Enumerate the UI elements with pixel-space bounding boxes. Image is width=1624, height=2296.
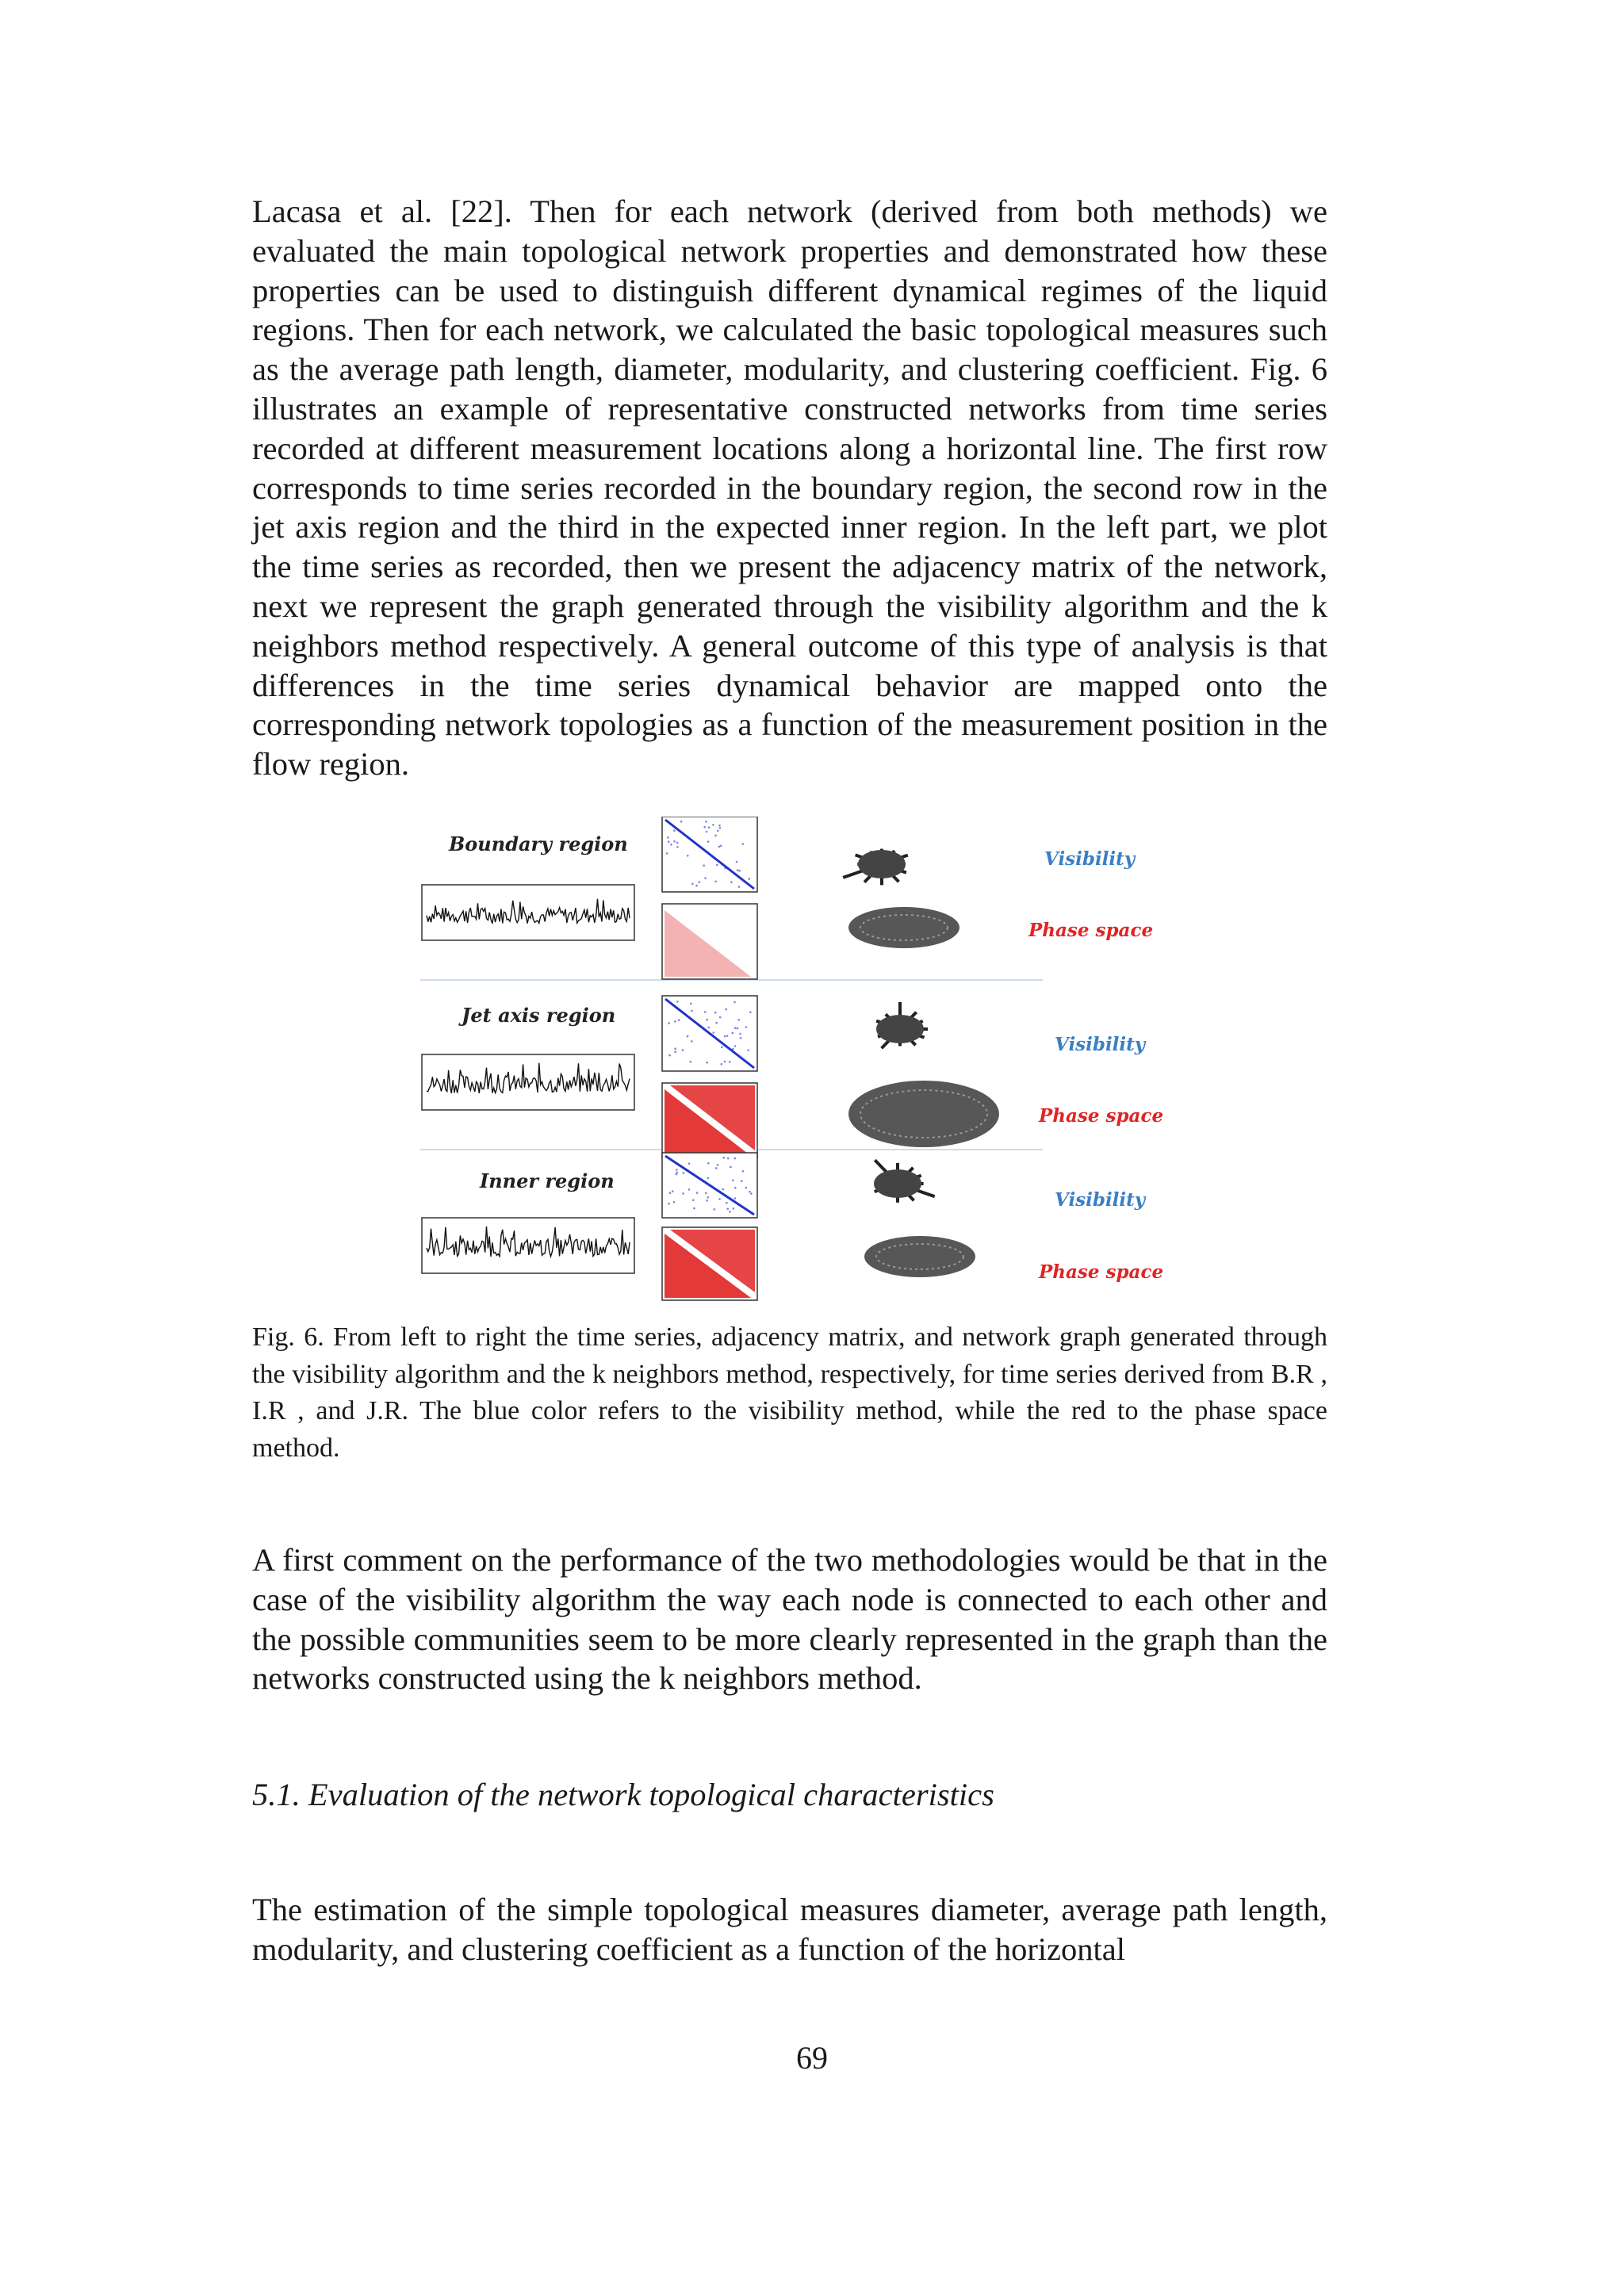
matrix-dot-visibility-jet-axis: [678, 1019, 680, 1021]
matrix-dot-visibility-inner: [734, 1197, 737, 1200]
matrix-dot-visibility-boundary: [730, 881, 733, 883]
paragraph-estimation: The estimation of the simple topological measures diameter, average path length, modularity, and clustering coefficient as a function of the horizontal: [252, 1892, 1327, 1967]
matrix-dot-visibility-boundary: [687, 855, 689, 857]
matrix-dot-visibility-boundary: [670, 844, 672, 846]
matrix-dot-visibility-inner: [668, 1203, 670, 1205]
matrix-dot-visibility-boundary: [666, 852, 668, 855]
matrix-dot-visibility-boundary: [737, 869, 739, 871]
matrix-dot-visibility-jet-axis: [719, 1016, 722, 1019]
matrix-dot-visibility-jet-axis: [721, 1047, 723, 1049]
matrix-dot-visibility-boundary: [742, 843, 745, 845]
matrix-dot-visibility-boundary: [749, 878, 751, 880]
matrix-dot-visibility-boundary: [673, 829, 676, 832]
row-label-inner: Inner region: [480, 1169, 615, 1192]
matrix-dot-visibility-boundary: [714, 835, 717, 837]
visibility-label-boundary: Visibility: [1044, 848, 1136, 870]
matrix-dot-visibility-inner: [705, 1192, 707, 1195]
phase-space-graph-inner: [864, 1236, 975, 1277]
phase-space-label-boundary: Phase space: [1028, 920, 1154, 941]
phase-space-label-inner: Phase space: [1039, 1261, 1164, 1283]
section-heading: 5.1. Evaluation of the network topological characteristics: [252, 1777, 994, 1812]
matrix-dot-visibility-boundary: [673, 840, 676, 843]
matrix-dot-visibility-boundary: [719, 827, 722, 829]
matrix-dot-visibility-jet-axis: [714, 1012, 717, 1014]
matrix-dot-visibility-jet-axis: [745, 1026, 748, 1028]
matrix-dot-visibility-inner: [727, 1158, 730, 1160]
matrix-dot-visibility-inner: [683, 1172, 685, 1174]
matrix-dot-visibility-inner: [741, 1180, 743, 1182]
matrix-dot-visibility-boundary: [714, 858, 716, 860]
matrix-dot-visibility-jet-axis: [668, 1054, 671, 1057]
matrix-dot-visibility-boundary: [680, 821, 683, 823]
matrix-dot-visibility-inner: [669, 1192, 672, 1194]
matrix-dot-visibility-inner: [714, 1208, 716, 1211]
matrix-dot-visibility-inner: [692, 1199, 695, 1201]
matrix-dot-visibility-jet-axis: [724, 1035, 726, 1038]
matrix-dot-visibility-jet-axis: [682, 1049, 684, 1051]
matrix-dot-visibility-inner: [718, 1198, 721, 1200]
matrix-dot-visibility-jet-axis: [668, 1022, 670, 1024]
matrix-dot-visibility-boundary: [707, 840, 710, 843]
visibility-graph-core-inner: [874, 1169, 921, 1198]
matrix-dot-visibility-jet-axis: [733, 1001, 736, 1004]
matrix-dot-visibility-inner: [750, 1192, 753, 1195]
matrix-dot-visibility-boundary: [714, 881, 717, 883]
matrix-dot-visibility-jet-axis: [737, 1019, 740, 1021]
matrix-dot-visibility-boundary: [704, 877, 707, 879]
matrix-dot-visibility-jet-axis: [732, 1032, 734, 1035]
figure-6: [412, 817, 1174, 1308]
matrix-dot-visibility-jet-axis: [713, 1031, 715, 1034]
matrix-dot-visibility-inner: [745, 1187, 748, 1189]
matrix-dot-visibility-jet-axis: [747, 1050, 749, 1052]
matrix-dot-visibility-boundary: [676, 842, 679, 844]
matrix-dot-visibility-inner: [730, 1166, 732, 1169]
matrix-dot-visibility-boundary: [668, 840, 670, 843]
matrix-dot-visibility-inner: [688, 1188, 691, 1191]
matrix-dot-visibility-jet-axis: [732, 1048, 734, 1050]
matrix-dot-visibility-jet-axis: [734, 1045, 737, 1047]
matrix-dot-visibility-inner: [732, 1180, 734, 1182]
visibility-label-inner: Visibility: [1055, 1189, 1146, 1211]
matrix-dot-visibility-inner: [693, 1207, 695, 1210]
matrix-dot-visibility-inner: [733, 1158, 736, 1160]
matrix-dot-visibility-inner: [676, 1169, 678, 1171]
matrix-dot-visibility-boundary: [738, 870, 741, 872]
phase-space-graph-jet-axis: [848, 1081, 999, 1147]
figure-graphics: [412, 817, 1174, 1308]
matrix-dot-visibility-inner: [726, 1202, 728, 1204]
matrix-dot-visibility-inner: [688, 1162, 691, 1165]
matrix-dot-visibility-jet-axis: [739, 1033, 741, 1035]
matrix-dot-visibility-jet-axis: [726, 1035, 729, 1037]
matrix-dot-visibility-inner: [722, 1188, 724, 1191]
matrix-dot-visibility-boundary: [705, 821, 707, 823]
paragraph-comment: A first comment on the performance of the two methodologies would be that in the case of the visibility algorithm the way each node is connected to each other and the possible communities seem to be more clearly represented in the graph than the networks constructed using the k neighbors method.: [252, 1542, 1327, 1697]
matrix-dot-visibility-boundary: [736, 861, 738, 863]
matrix-dot-visibility-boundary: [706, 831, 708, 833]
matrix-dot-visibility-inner: [672, 1190, 674, 1192]
matrix-dot-visibility-jet-axis: [721, 1063, 723, 1066]
matrix-dot-visibility-jet-axis: [674, 1050, 676, 1053]
matrix-dot-visibility-boundary: [717, 830, 719, 832]
matrix-dot-visibility-boundary: [708, 826, 710, 828]
matrix-dot-visibility-jet-axis: [715, 1022, 718, 1024]
matrix-dot-visibility-inner: [715, 1167, 718, 1169]
matrix-dot-visibility-jet-axis: [740, 1037, 742, 1039]
matrix-dot-visibility-inner: [729, 1211, 731, 1213]
matrix-dot-visibility-jet-axis: [676, 1001, 679, 1003]
matrix-dot-visibility-boundary: [718, 846, 721, 848]
matrix-dot-visibility-jet-axis: [687, 1035, 689, 1038]
visibility-graph-core-boundary: [858, 850, 906, 878]
matrix-dot-visibility-boundary: [688, 836, 690, 839]
matrix-dot-visibility-boundary: [712, 824, 714, 826]
matrix-dot-visibility-jet-axis: [690, 1061, 692, 1063]
matrix-dot-visibility-boundary: [667, 836, 669, 839]
matrix-dot-visibility-jet-axis: [704, 1011, 707, 1013]
matrix-dot-visibility-boundary: [691, 883, 694, 886]
matrix-dot-visibility-jet-axis: [734, 1027, 737, 1030]
matrix-dot-visibility-jet-axis: [725, 1008, 727, 1011]
matrix-dot-visibility-boundary: [699, 881, 701, 883]
matrix-dot-visibility-inner: [707, 1196, 710, 1199]
matrix-dot-visibility-jet-axis: [706, 1062, 708, 1064]
matrix-dot-visibility-boundary: [738, 886, 741, 888]
paragraph-intro: Lacasa et al. [22]. Then for each network (derived from both methods) we evaluated the main topological network properties and demonstrated how these properties can be used to distinguish different dynamical regimes of the liquid regions. Then for each network, we calculated the basic topological measures such as the average path length, diameter, modularity, and clustering coefficient. Fig. 6 illustrates an example of representative constructed networks from time series recorded at different measurement locations along a horizontal line. The first row corresponds to time series recorded in the boundary region, the second row in the jet axis region and the third in the expected inner region. In the left part, we plot the time series as recorded, then we present the adjacency matrix of the network, next we represent the graph generated through the visibility algorithm and the k neighbors method respectively. A general outcome of this type of analysis is that differences in the time series dynamical behavior are mapped onto the corresponding network topologies as a function of the measurement position in the flow region.: [252, 193, 1327, 783]
matrix-dot-visibility-jet-axis: [691, 1010, 693, 1012]
matrix-dot-visibility-inner: [726, 1208, 729, 1211]
matrix-dot-visibility-inner: [707, 1177, 710, 1180]
matrix-dot-visibility-jet-axis: [691, 1040, 693, 1043]
matrix-dot-visibility-inner: [682, 1192, 684, 1195]
phase-space-graph-boundary: [848, 907, 959, 948]
matrix-dot-visibility-jet-axis: [707, 1019, 709, 1021]
matrix-dot-visibility-inner: [717, 1164, 719, 1166]
visibility-graph-core-jet-axis: [876, 1015, 924, 1043]
row-label-jet-axis: Jet axis region: [462, 1004, 616, 1027]
matrix-dot-visibility-jet-axis: [724, 1061, 726, 1063]
matrix-dot-visibility-inner: [749, 1191, 751, 1193]
matrix-dot-visibility-boundary: [718, 825, 721, 827]
matrix-dot-visibility-inner: [733, 1207, 735, 1210]
matrix-dot-visibility-inner: [742, 1170, 745, 1173]
matrix-dot-visibility-inner: [706, 1200, 708, 1202]
phase-space-label-jet-axis: Phase space: [1039, 1105, 1164, 1127]
matrix-dot-visibility-jet-axis: [690, 1003, 692, 1005]
matrix-dot-visibility-inner: [673, 1201, 676, 1203]
matrix-dot-visibility-inner: [734, 1187, 737, 1189]
matrix-dot-visibility-inner: [723, 1157, 726, 1159]
matrix-dot-visibility-boundary: [711, 855, 714, 858]
matrix-dot-visibility-jet-axis: [737, 1027, 739, 1030]
matrix-dot-visibility-boundary: [695, 885, 698, 887]
matrix-dot-visibility-inner: [707, 1162, 710, 1165]
matrix-dot-visibility-inner: [696, 1192, 699, 1194]
matrix-dot-visibility-jet-axis: [749, 1012, 752, 1014]
matrix-dot-visibility-boundary: [716, 864, 718, 867]
matrix-dot-visibility-inner: [676, 1173, 678, 1176]
matrix-dot-visibility-jet-axis: [729, 1061, 731, 1063]
matrix-dot-visibility-jet-axis: [674, 1020, 676, 1023]
matrix-dot-visibility-boundary: [676, 846, 679, 848]
matrix-dot-visibility-boundary: [703, 826, 706, 828]
matrix-dot-visibility-boundary: [724, 867, 726, 869]
visibility-label-jet-axis: Visibility: [1055, 1034, 1146, 1055]
page-number: 69: [796, 2040, 828, 2076]
matrix-dot-visibility-jet-axis: [674, 1047, 676, 1050]
matrix-dot-visibility-boundary: [703, 864, 705, 867]
matrix-dot-visibility-jet-axis: [708, 1027, 710, 1029]
row-label-boundary: Boundary region: [449, 832, 628, 855]
figure-caption: Fig. 6. From left to right the time series, adjacency matrix, and network graph generated through the visibility algorithm and the k neighbors method, respectively, for time series derived from B.R , I.R , and J.R. The blue color refers to the visibility method, while the red to the phase space method.: [252, 1322, 1327, 1463]
matrix-dot-visibility-boundary: [720, 845, 722, 848]
